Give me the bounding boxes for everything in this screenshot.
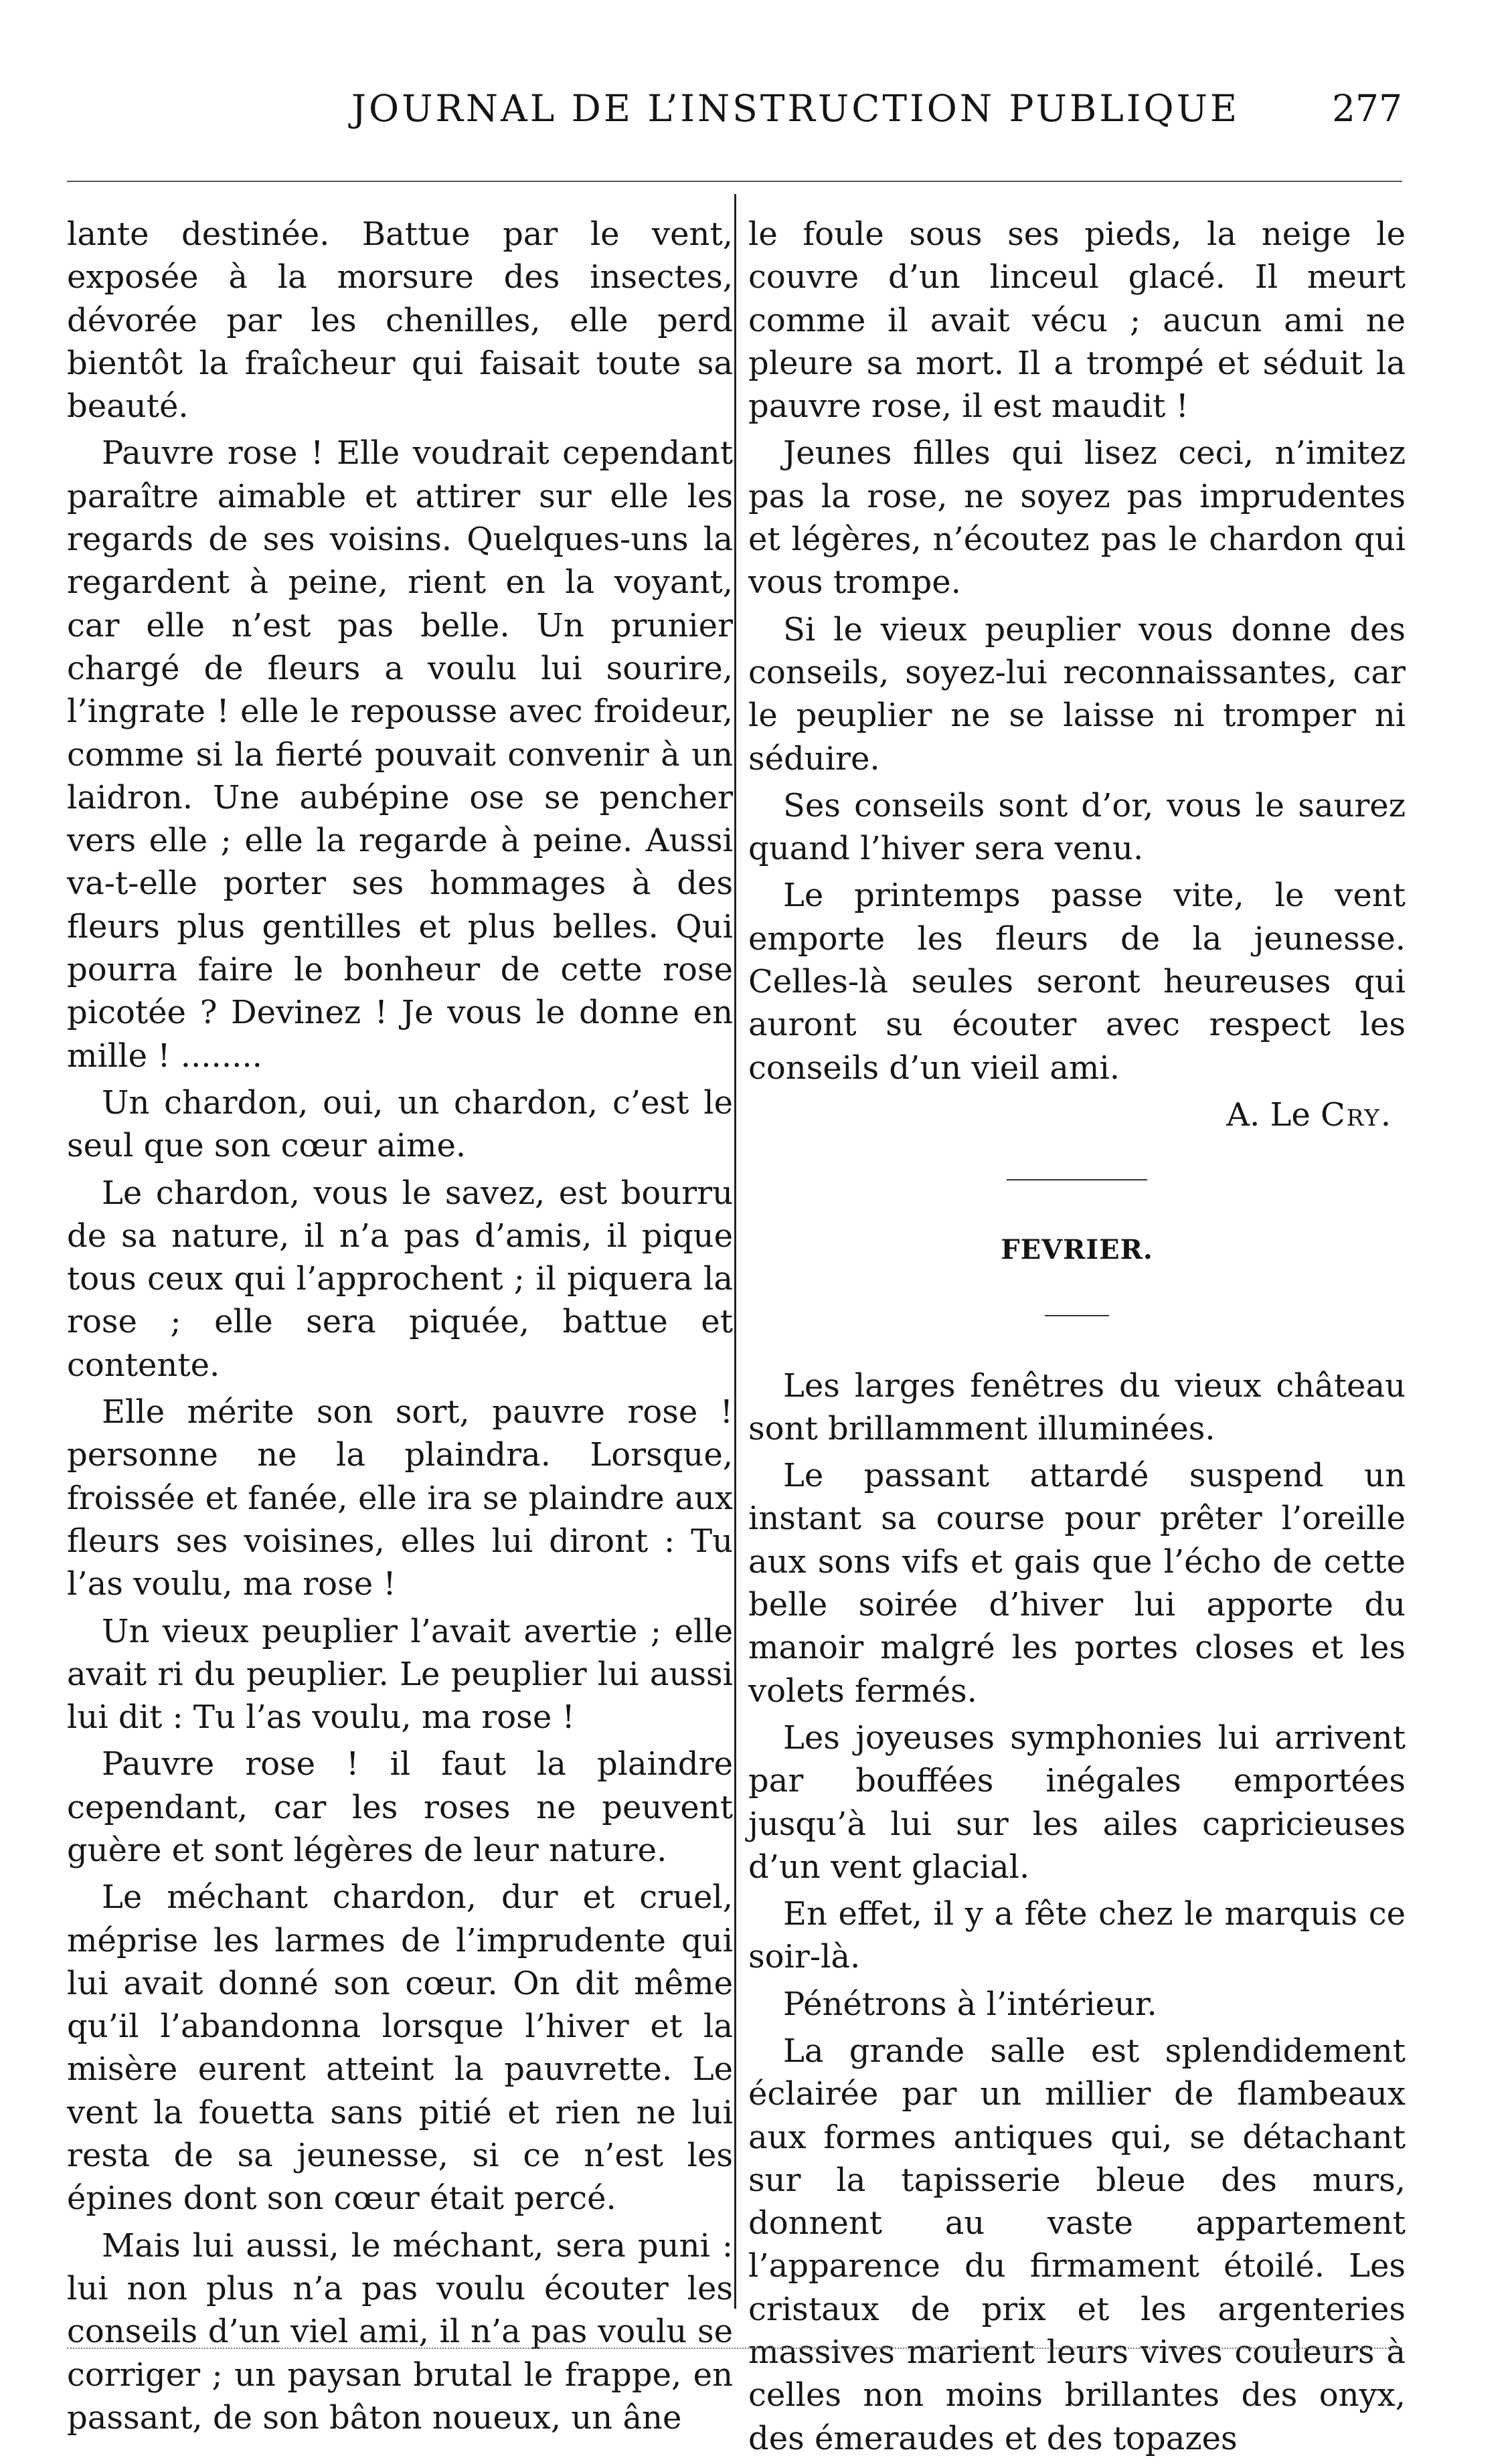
- paragraph: Les joyeuses symphonies lui arrivent par bouffées inégales emportées jusqu’à lui sur les ailes capricieuses d’un vent glacial.: [748, 1719, 1406, 1886]
- section-separator: [1007, 1179, 1147, 1180]
- paragraph: Elle mérite son sort, pauvre rose ! personne ne la plaindra. Lorsque, froissée et fanée, elle ira se plaindre aux fleurs ses voisines, elles lui diront : Tu l’as voulu, ma rose !: [67, 1393, 733, 1603]
- paragraph: Pénétrons à l’intérieur.: [783, 1985, 1157, 2023]
- signature-name: Cry.: [1321, 1095, 1392, 1134]
- paragraph: Le méchant chardon, dur et cruel, méprise les larmes de l’imprudente qui lui avait donné son cœur. On dit même qu’il l’abandonna lorsque l’hiver et la misère eurent atteint la pauvrette. Le vent la fouetta sans pitié et rien ne lui resta de sa jeunesse, si ce n’est les épines dont son cœur était percé.: [67, 1878, 733, 2218]
- page-number: 277: [1332, 87, 1402, 130]
- footer-rule: [67, 2348, 1402, 2349]
- article-title: FEVRIER.: [1001, 1234, 1153, 1266]
- signature-initial: A. Le: [1226, 1095, 1311, 1134]
- paragraph: le foule sous ses pieds, la neige le couvre d’un linceul glacé. Il meurt comme il avait vécu ; aucun ami ne pleure sa mort. Il a trompé et séduit la pauvre rose, il est maudit !: [748, 215, 1406, 426]
- paragraph: La grande salle est splendidement éclairée par un millier de flambeaux aux formes antiques qui, se détachant sur la tapisserie bleue des murs, donnent au vaste appartement l’apparence du firmament étoilé. Les cristaux de prix et les argenteries massives marient leurs vives couleurs à celles non moins brillantes des onyx, des émeraudes et des topazes: [748, 2032, 1406, 2457]
- title-rule: [1045, 1315, 1109, 1316]
- paragraph: Un vieux peuplier l’avait avertie ; elle avait ri du peuplier. Le peuplier lui aussi lui dit : Tu l’as voulu, ma rose !: [67, 1612, 733, 1737]
- paragraph: Un chardon, oui, un chardon, c’est le seul que son cœur aime.: [67, 1083, 733, 1165]
- paragraph: Mais lui aussi, le méchant, sera puni : lui non plus n’a pas voulu écouter les conseils d’un viel ami, il n’a pas voulu se corriger ; un paysan brutal le frappe, en passant, de son bâton noueux, un âne: [67, 2226, 733, 2437]
- paragraph: lante destinée. Battue par le vent, exposée à la morsure des insectes, dévorée par les chenilles, elle perd bientôt la fraîcheur qui faisait toute sa beauté.: [67, 215, 733, 426]
- header-rule: [67, 181, 1402, 182]
- paragraph: Pauvre rose ! Elle voudrait cependant paraître aimable et attirer sur elle les regards de ses voisins. Quelques-uns la regardent à peine, rient en la voyant, car elle n’est pas belle. Un prunier chargé de fleurs a voulu lui sourire, l’ingrate ! elle le repousse avec froideur, comme si la fierté pouvait convenir à un laidron. Une aubépine ose se pencher vers elle ; elle la regarde à peine. Aussi va-t-elle porter ses hommages à des fleurs plus gentilles et plus belles. Qui pourra faire le bonheur de cette rose picotée ? Devinez ! Je vous le donne en mille ! ........: [67, 434, 733, 1075]
- right-column: [748, 213, 1406, 2464]
- paragraph: Si le vieux peuplier vous donne des conseils, soyez-lui reconnaissantes, car le peuplier ne se laisse ni tromper ni séduire.: [748, 610, 1406, 778]
- paragraph: Le chardon, vous le savez, est bourru de sa nature, il n’a pas d’amis, il pique tous ceux qui l’approchent ; il piquera la rose ; elle sera piquée, battue et contente.: [67, 1174, 733, 1384]
- running-head: [0, 87, 1512, 147]
- paragraph: Ses conseils sont d’or, vous le saurez quand l’hiver sera venu.: [748, 786, 1406, 868]
- paragraph: En effet, il y a fête chez le marquis ce soir-là.: [748, 1895, 1406, 1976]
- paragraph: Les larges fenêtres du vieux château sont brillamment illuminées.: [748, 1367, 1406, 1447]
- author-signature: [748, 1093, 1392, 1136]
- left-column: [67, 213, 733, 2443]
- journal-title: JOURNAL DE L’INSTRUCTION PUBLIQUE: [351, 87, 1240, 130]
- paragraph: Jeunes filles qui lisez ceci, n’imitez pas la rose, ne soyez pas imprudentes et légères, n’écoutez pas le chardon qui vous trompe.: [748, 434, 1406, 602]
- paragraph: Le printemps passe vite, le vent emporte les fleurs de la jeunesse. Celles-là seules seront heureuses qui auront su écouter avec respect les conseils d’un vieil ami.: [748, 877, 1406, 1087]
- paragraph: Pauvre rose ! il faut la plaindre cependant, car les roses ne peuvent guère et sont légères de leur nature.: [67, 1745, 733, 1869]
- paragraph: Le passant attardé suspend un instant sa course pour prêter l’oreille aux sons vifs et gais que l’écho de cette belle soirée d’hiver lui apporte du manoir malgré les portes closes et les volets fermés.: [748, 1457, 1406, 1710]
- column-divider: [734, 194, 736, 2309]
